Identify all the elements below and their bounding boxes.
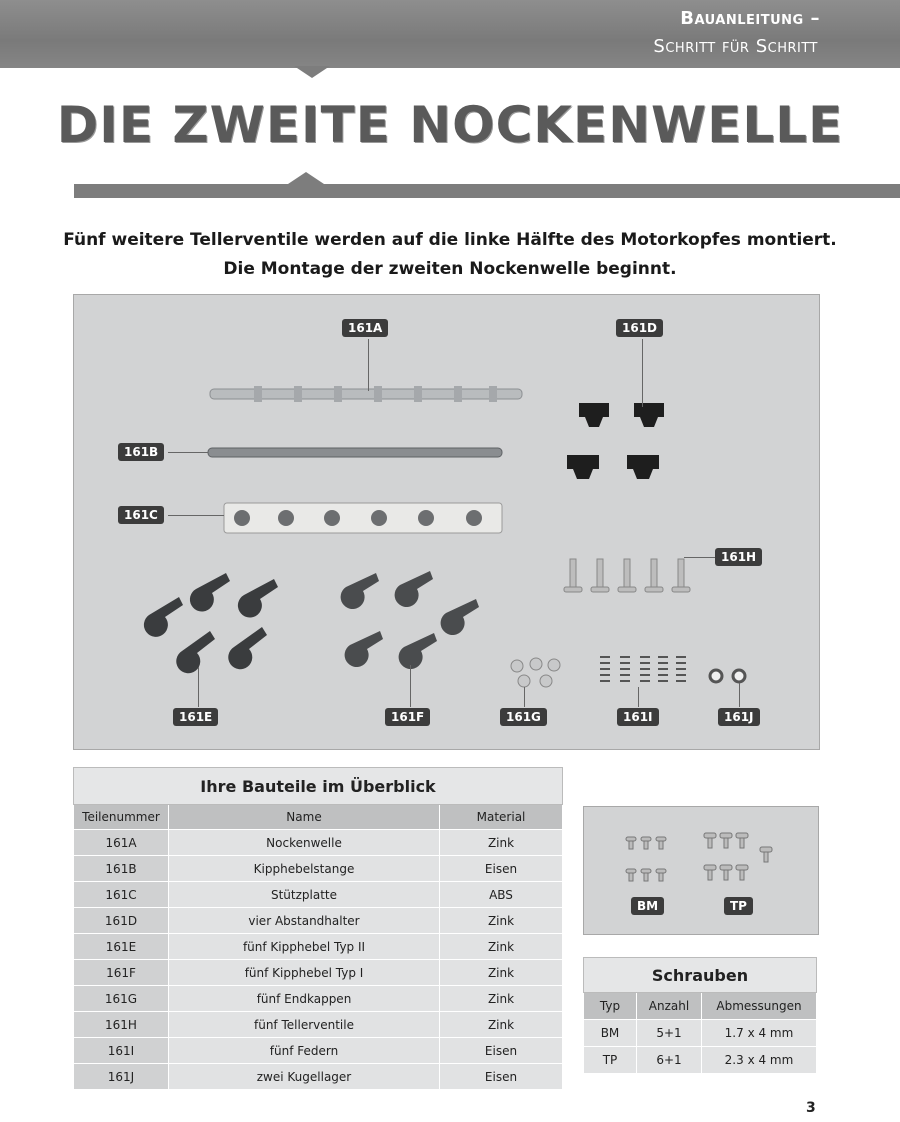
table-row: TP 6+1 2.3 x 4 mm — [584, 1047, 817, 1074]
rod-161B — [208, 448, 502, 457]
intro-text — [0, 226, 900, 284]
table-row: BM 5+1 1.7 x 4 mm — [584, 1020, 817, 1047]
label-161A: 161A — [342, 319, 388, 337]
screws-table — [583, 957, 817, 1074]
label-BM: BM — [631, 897, 664, 915]
label-161H: 161H — [715, 548, 762, 566]
springs-161I — [600, 657, 686, 681]
header-bar — [0, 0, 900, 68]
page-number: 3 — [806, 1100, 816, 1116]
plate-161C — [224, 503, 502, 533]
screws-table-header: Typ Anzahl Abmessungen — [584, 993, 817, 1020]
parts-illustration — [74, 295, 819, 749]
table-row: 161J zwei Kugellager Eisen — [74, 1064, 563, 1090]
camshaft-161A — [210, 386, 522, 402]
table-row: 161I fünf Federn Eisen — [74, 1038, 563, 1064]
parts-table-header: Teilenummer Name Material — [74, 805, 563, 830]
label-161I: 161I — [617, 708, 659, 726]
title-divider — [74, 184, 900, 198]
bearings-161J — [710, 670, 745, 682]
intro-line-1: Fünf weitere Tellerventile werden auf die linke Hälfte des Motorkopfes montiert. — [63, 230, 837, 250]
table-row: 161E fünf Kipphebel Typ II Zink — [74, 934, 563, 960]
label-TP: TP — [724, 897, 753, 915]
page-title: DIE ZWEITE NOCKENWELLE — [56, 96, 844, 154]
caps-161G — [511, 658, 560, 687]
label-161D: 161D — [616, 319, 663, 337]
table-row: 161F fünf Kipphebel Typ I Zink — [74, 960, 563, 986]
valves-161H — [564, 559, 690, 592]
label-161C: 161C — [118, 506, 164, 524]
screws-table-caption: Schrauben — [584, 958, 817, 993]
table-row: 161A Nockenwelle Zink — [74, 830, 563, 856]
table-row: 161D vier Abstandhalter Zink — [74, 908, 563, 934]
parts-photo — [73, 294, 820, 750]
table-row: 161B Kipphebelstange Eisen — [74, 856, 563, 882]
intro-line-2: Die Montage der zweiten Nockenwelle beginnt. — [223, 259, 677, 279]
table-row: 161G fünf Endkappen Zink — [74, 986, 563, 1012]
label-161E: 161E — [173, 708, 218, 726]
rockers-161E — [144, 573, 278, 673]
table-row: 161C Stützplatte ABS — [74, 882, 563, 908]
header-line-1: Bauanleitung – — [680, 8, 820, 29]
table-row: 161H fünf Tellerventile Zink — [74, 1012, 563, 1038]
screws-illustration — [584, 807, 818, 934]
header-line-2: Schritt für Schritt — [653, 36, 818, 57]
label-161F: 161F — [385, 708, 430, 726]
label-161G: 161G — [500, 708, 547, 726]
label-161J: 161J — [718, 708, 760, 726]
parts-table — [73, 767, 563, 1090]
parts-table-caption: Ihre Bauteile im Überblick — [74, 768, 563, 805]
label-161B: 161B — [118, 443, 164, 461]
spacers-161D — [567, 403, 664, 479]
header-notch — [294, 66, 330, 78]
rockers-161F — [341, 571, 479, 669]
screws-photo — [583, 806, 819, 935]
